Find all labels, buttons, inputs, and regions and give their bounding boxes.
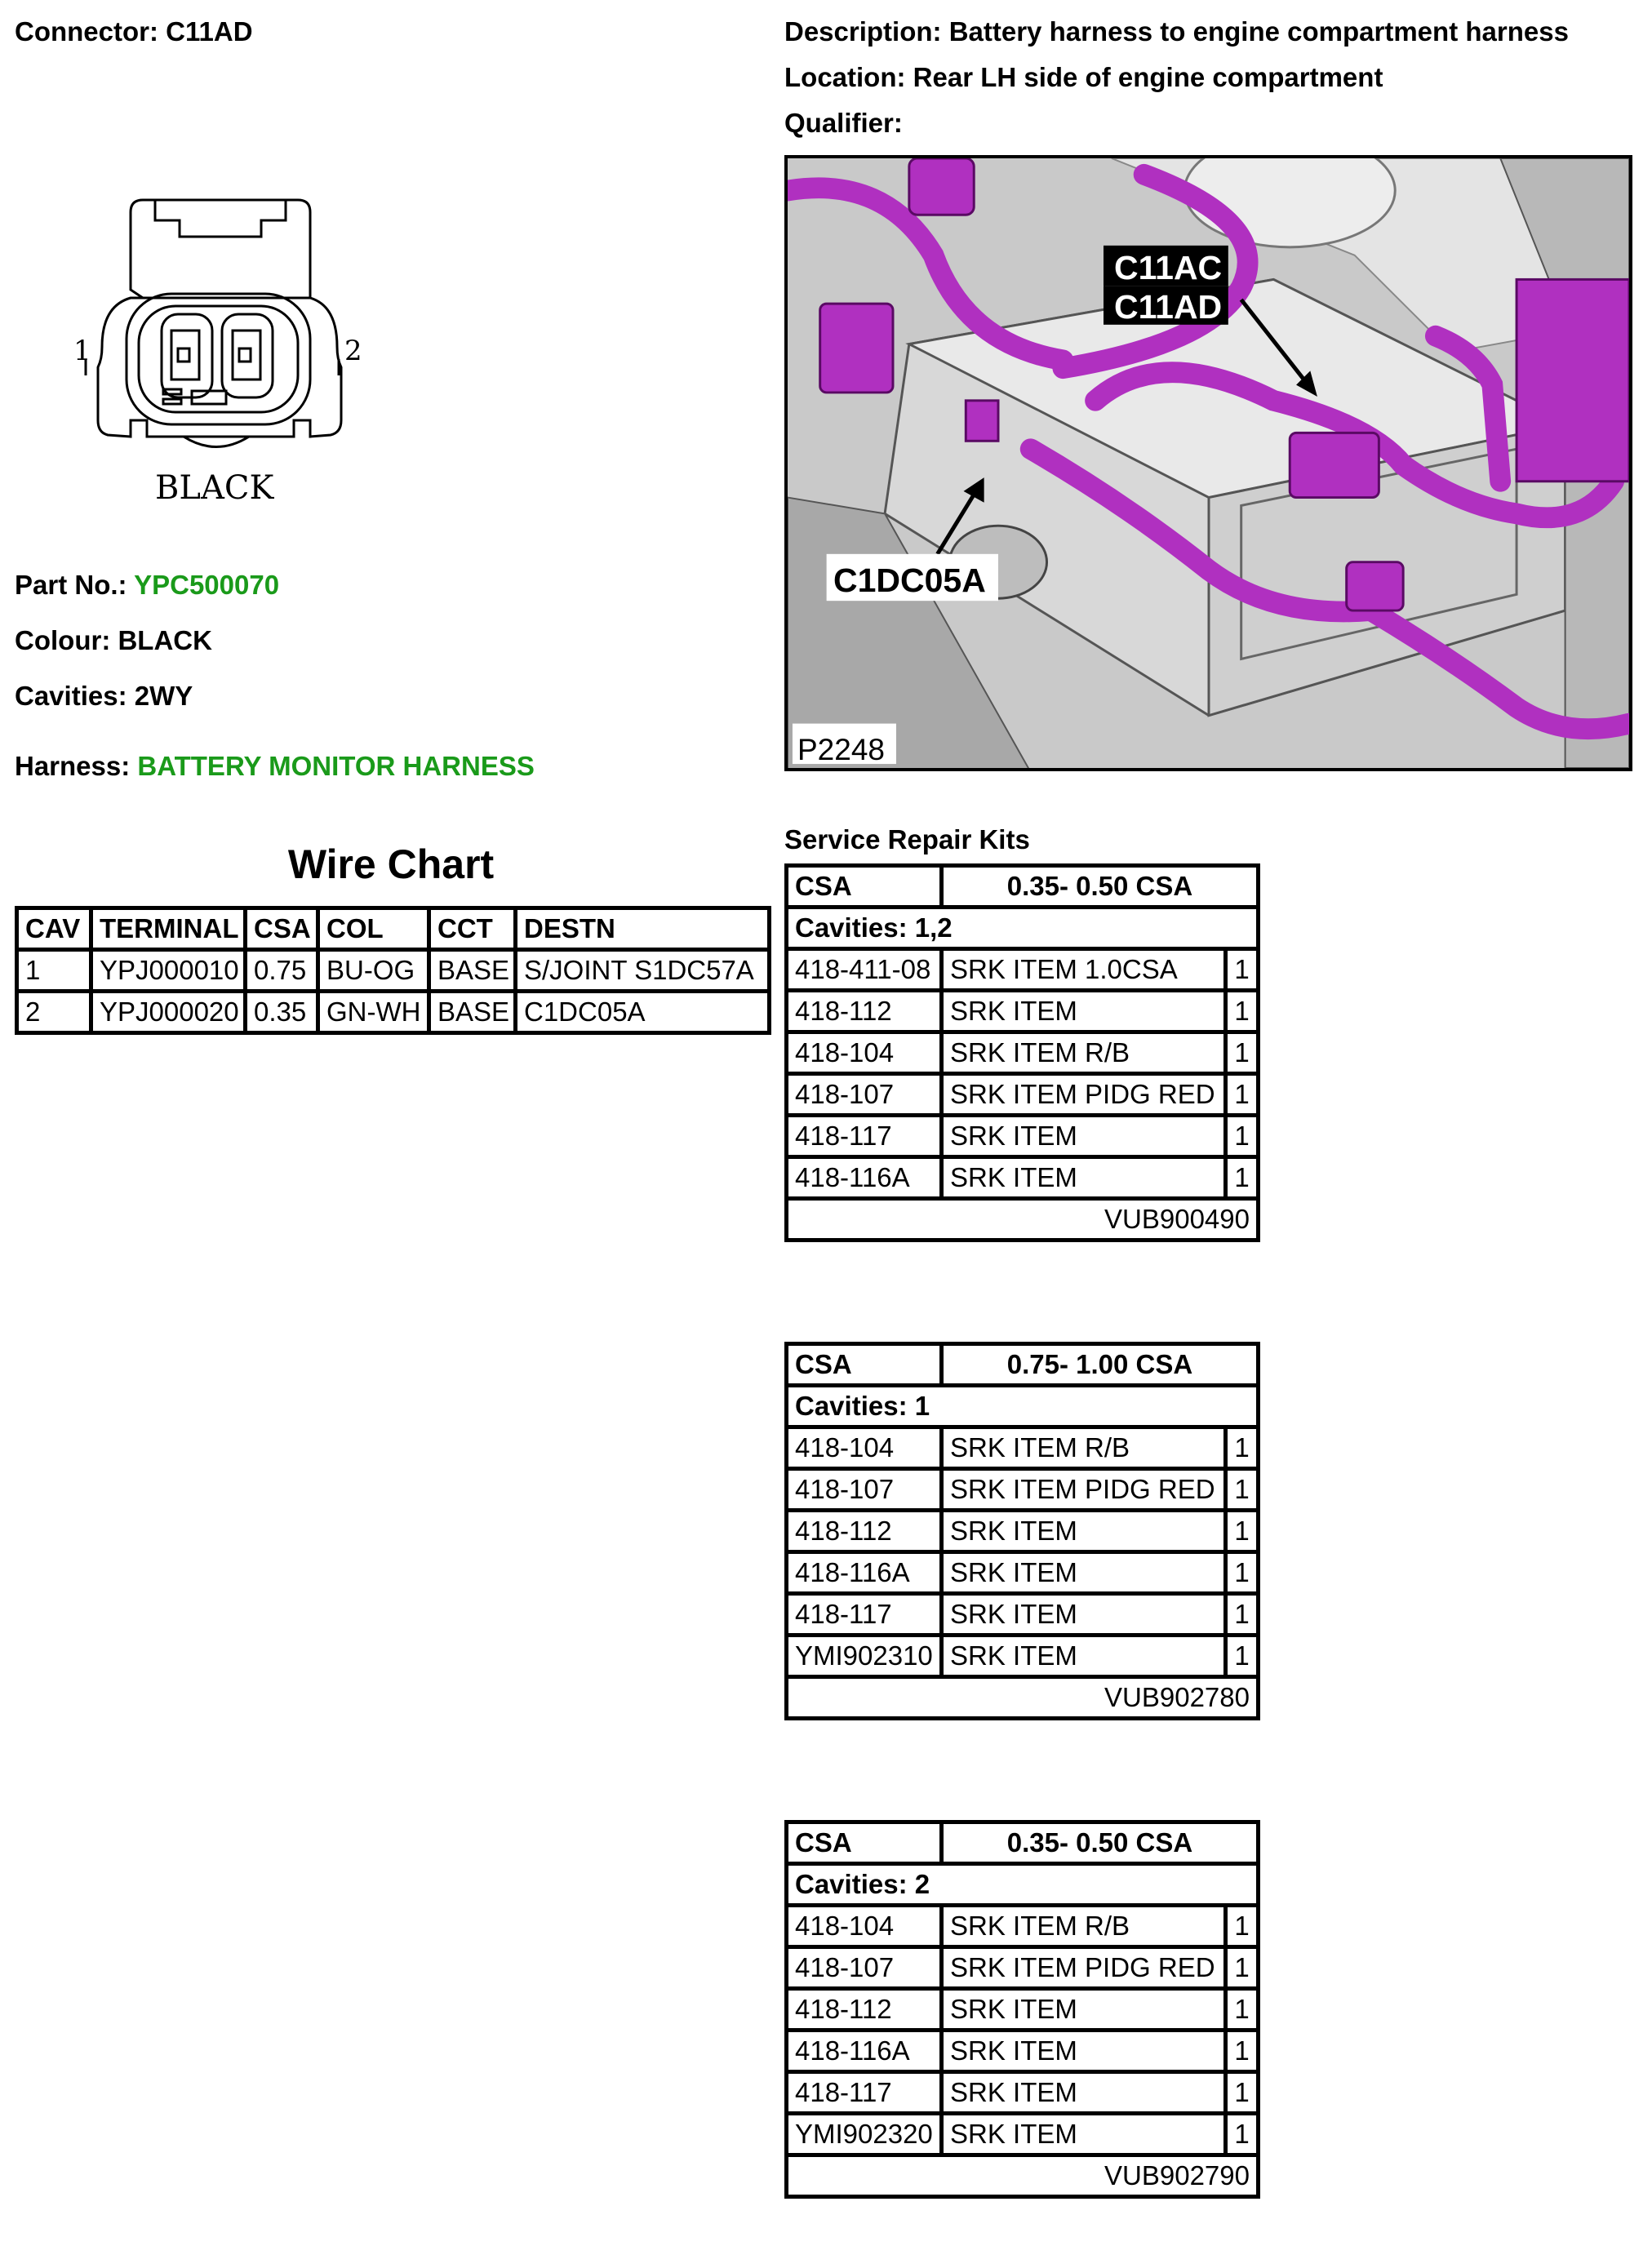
kit-item-description: SRK ITEM — [942, 1594, 1226, 1636]
kit-cavities: Cavities: 1 — [787, 1386, 1259, 1427]
callout-c11ad: C11AD — [1114, 288, 1223, 326]
table-row — [787, 1906, 1259, 1947]
kit-item-description: SRK ITEM R/B — [942, 1427, 1226, 1469]
wire-chart-table — [15, 906, 771, 1035]
kit-part-number: 418-117 — [787, 1594, 942, 1636]
description-label: Description: Battery harness to engine compartment harness — [784, 16, 1569, 47]
table-row — [787, 949, 1259, 991]
kit-part-number: 418-116A — [787, 1157, 942, 1199]
table-row — [787, 2031, 1259, 2072]
kit-item-quantity: 1 — [1226, 2031, 1259, 2072]
table-row — [787, 1989, 1259, 2031]
kit-item-description: SRK ITEM PIDG RED — [942, 1947, 1226, 1989]
cell-terminal: YPJ000010 — [91, 950, 246, 992]
cell-destn: S/JOINT S1DC57A — [516, 950, 770, 992]
kit-item-quantity: 1 — [1226, 1469, 1259, 1511]
table-row — [787, 1116, 1259, 1157]
kit-item-quantity: 1 — [1226, 1157, 1259, 1199]
kit-item-description: SRK ITEM — [942, 991, 1226, 1032]
kit-item-description: SRK ITEM — [942, 1552, 1226, 1594]
column-header-destn: DESTN — [516, 908, 770, 950]
repair-kit-table — [784, 1342, 1260, 1720]
column-header-terminal: TERMINAL — [91, 908, 246, 950]
table-row — [787, 1947, 1259, 1989]
kit-number: VUB902780 — [787, 1677, 1259, 1719]
kit-item-quantity: 1 — [1226, 2114, 1259, 2155]
table-row — [787, 2114, 1259, 2155]
harness-value: BATTERY MONITOR HARNESS — [137, 751, 535, 781]
kit-item-quantity: 1 — [1226, 1032, 1259, 1074]
kit-item-quantity: 1 — [1226, 949, 1259, 991]
cavities-info: Cavities: 2WY — [15, 681, 193, 711]
csa-label: CSA — [787, 1344, 942, 1386]
kit-part-number: 418-107 — [787, 1947, 942, 1989]
kit-part-number: 418-411-08 — [787, 949, 942, 991]
kit-item-quantity: 1 — [1226, 1074, 1259, 1116]
cell-csa: 0.75 — [246, 950, 318, 992]
image-code: P2248 — [797, 733, 885, 766]
part-number-value: YPC500070 — [134, 570, 280, 600]
table-row — [787, 991, 1259, 1032]
kit-part-number: 418-117 — [787, 1116, 942, 1157]
wire-chart-header-row — [17, 908, 770, 950]
csa-range: 0.75- 1.00 CSA — [942, 1344, 1259, 1386]
column-header-cct: CCT — [429, 908, 516, 950]
table-row — [787, 1469, 1259, 1511]
part-number — [15, 570, 279, 601]
location-photo — [784, 155, 1632, 771]
kit-item-description: SRK ITEM — [942, 1116, 1226, 1157]
cell-csa: 0.35 — [246, 992, 318, 1033]
kit-item-quantity: 1 — [1226, 1552, 1259, 1594]
column-header-cav: CAV — [17, 908, 91, 950]
kit-item-quantity: 1 — [1226, 2072, 1259, 2114]
table-row — [787, 1594, 1259, 1636]
table-row — [17, 992, 770, 1033]
kit-cavities: Cavities: 2 — [787, 1864, 1259, 1906]
column-header-col: COL — [318, 908, 429, 950]
table-row — [17, 950, 770, 992]
kit-item-description: SRK ITEM PIDG RED — [942, 1074, 1226, 1116]
table-row — [787, 1032, 1259, 1074]
cell-cav: 2 — [17, 992, 91, 1033]
connector-colour-caption: BLACK — [155, 469, 274, 507]
kit-item-description: SRK ITEM — [942, 2072, 1226, 2114]
kit-item-description: SRK ITEM R/B — [942, 1906, 1226, 1947]
table-row — [787, 1427, 1259, 1469]
cell-col: GN-WH — [318, 992, 429, 1033]
csa-label: CSA — [787, 1822, 942, 1864]
cell-terminal: YPJ000020 — [91, 992, 246, 1033]
csa-range: 0.35- 0.50 CSA — [942, 1822, 1259, 1864]
kit-part-number: 418-116A — [787, 2031, 942, 2072]
callout-c1dc05a: C1DC05A — [833, 562, 986, 599]
kit-part-number: 418-107 — [787, 1469, 942, 1511]
pin-number-1: 1 — [73, 335, 91, 367]
kit-item-quantity: 1 — [1226, 1947, 1259, 1989]
kit-part-number: 418-104 — [787, 1906, 942, 1947]
kit-item-quantity: 1 — [1226, 1636, 1259, 1677]
kit-item-description: SRK ITEM — [942, 1636, 1226, 1677]
wire-chart-title: Wire Chart — [287, 841, 495, 887]
table-row — [787, 2072, 1259, 2114]
kit-item-description: SRK ITEM — [942, 1511, 1226, 1552]
kit-part-number: 418-112 — [787, 1511, 942, 1552]
kit-item-description: SRK ITEM — [942, 2031, 1226, 2072]
kit-item-description: SRK ITEM 1.0CSA — [942, 949, 1226, 991]
kit-cavities: Cavities: 1,2 — [787, 908, 1259, 949]
table-row — [787, 1636, 1259, 1677]
kit-item-quantity: 1 — [1226, 1989, 1259, 2031]
pin-number-2: 2 — [344, 335, 362, 367]
column-header-csa: CSA — [246, 908, 318, 950]
cell-cav: 1 — [17, 950, 91, 992]
kit-part-number: 418-104 — [787, 1032, 942, 1074]
table-row — [787, 1074, 1259, 1116]
kit-item-description: SRK ITEM PIDG RED — [942, 1469, 1226, 1511]
kit-item-description: SRK ITEM — [942, 1157, 1226, 1199]
kit-item-description: SRK ITEM R/B — [942, 1032, 1226, 1074]
harness-info — [15, 751, 535, 782]
kit-part-number: 418-117 — [787, 2072, 942, 2114]
table-row — [787, 1552, 1259, 1594]
kit-number: VUB902790 — [787, 2155, 1259, 2197]
connector-label: Connector: C11AD — [15, 16, 253, 47]
csa-label: CSA — [787, 866, 942, 908]
kit-item-quantity: 1 — [1226, 1511, 1259, 1552]
part-number-label: Part No.: — [15, 570, 135, 600]
kit-part-number: 418-112 — [787, 991, 942, 1032]
cell-col: BU-OG — [318, 950, 429, 992]
kit-part-number: 418-116A — [787, 1552, 942, 1594]
kit-item-description: SRK ITEM — [942, 2114, 1226, 2155]
csa-range: 0.35- 0.50 CSA — [942, 866, 1259, 908]
kit-part-number: YMI902320 — [787, 2114, 942, 2155]
kit-number: VUB900490 — [787, 1199, 1259, 1241]
cell-cct: BASE — [429, 992, 516, 1033]
location-label: Location: Rear LH side of engine compartment — [784, 62, 1383, 92]
kit-item-quantity: 1 — [1226, 1116, 1259, 1157]
kit-item-description: SRK ITEM — [942, 1989, 1226, 2031]
kit-item-quantity: 1 — [1226, 991, 1259, 1032]
callout-c11ac: C11AC — [1114, 249, 1223, 286]
cell-destn: C1DC05A — [516, 992, 770, 1033]
colour-info: Colour: BLACK — [15, 625, 212, 655]
repair-kit-table — [784, 1820, 1260, 2199]
kit-part-number: YMI902310 — [787, 1636, 942, 1677]
qualifier-label: Qualifier: — [784, 108, 903, 138]
kit-part-number: 418-112 — [787, 1989, 942, 2031]
cell-cct: BASE — [429, 950, 516, 992]
repair-kit-table — [784, 863, 1260, 1242]
service-repair-kits-title: Service Repair Kits — [784, 824, 1030, 854]
table-row — [787, 1511, 1259, 1552]
kit-item-quantity: 1 — [1226, 1594, 1259, 1636]
kit-part-number: 418-104 — [787, 1427, 942, 1469]
kit-item-quantity: 1 — [1226, 1427, 1259, 1469]
kit-part-number: 418-107 — [787, 1074, 942, 1116]
table-row — [787, 1157, 1259, 1199]
harness-label: Harness: — [15, 751, 138, 781]
kit-item-quantity: 1 — [1226, 1906, 1259, 1947]
